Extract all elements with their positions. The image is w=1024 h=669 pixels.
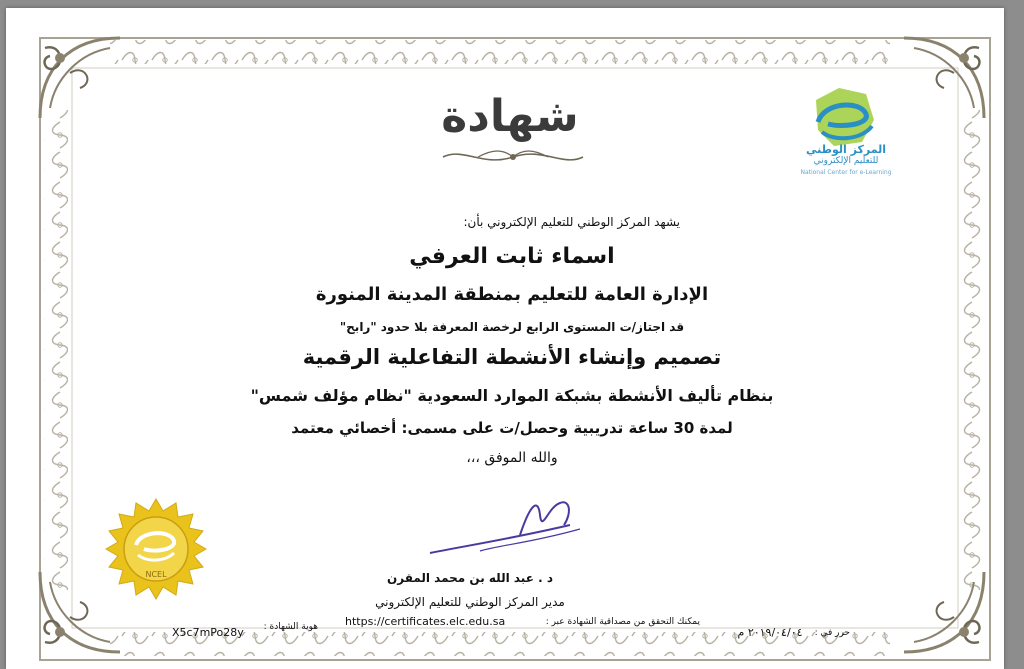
ncel-seal: [104, 497, 208, 601]
logo-name-en: National Center for e-Learning: [800, 169, 892, 176]
intro-text: يشهد المركز الوطني للتعليم الإلكتروني بأن:: [463, 215, 680, 229]
verify-url[interactable]: https://certificates.elc.edu.sa: [345, 615, 506, 628]
logo-name-line2: للتعليم الإلكتروني: [813, 156, 879, 166]
issue-date-value: ٢٠١٩/٠٤/٠٤ م: [737, 626, 803, 639]
system-line: بنظام تأليف الأنشطة بشبكة الموارد السعودية "نظام مؤلف شمس": [250, 386, 774, 405]
course-title: تصميم وإنشاء الأنشطة التفاعلية الرقمية: [302, 345, 722, 369]
certificate-id-value: X5c7mPo28y: [172, 626, 244, 639]
issue-date-label: حرر في :: [814, 628, 850, 638]
duration-line: لمدة 30 ساعة تدريبية وحصل/ت على مسمى: أخصائي معتمد: [291, 419, 733, 437]
logo-name-line1: المركز الوطني: [806, 143, 886, 156]
title-ornament: [438, 145, 588, 169]
certificate-id-label: هوية الشهادة :: [263, 622, 318, 632]
verify-text: يمكنك التحقق من مصداقية الشهادة عبر :: [545, 617, 700, 627]
certificate-title: شهادة: [441, 90, 579, 142]
signatory-name: د . عبد الله بن محمد المقرن: [387, 571, 553, 585]
corner-ornament-top-left: [30, 28, 130, 128]
signatory-position: مدير المركز الوطني للتعليم الإلكتروني: [375, 595, 565, 609]
corner-ornament-bottom-right: [894, 562, 994, 662]
achievement-text: قد اجتاز/ت المستوى الرابع لرخصة المعرفة بلا حدود "رابح": [339, 320, 685, 334]
signature: [420, 495, 600, 565]
organization-name: الإدارة العامة للتعليم بمنطقة المدينة المنورة: [315, 284, 709, 305]
closing-text: والله الموفق ،،،: [466, 450, 558, 466]
recipient-name: اسماء ثابت العرفي: [409, 244, 615, 269]
corner-ornament-top-right: [894, 28, 994, 128]
seal-label: NCEL: [145, 570, 167, 579]
